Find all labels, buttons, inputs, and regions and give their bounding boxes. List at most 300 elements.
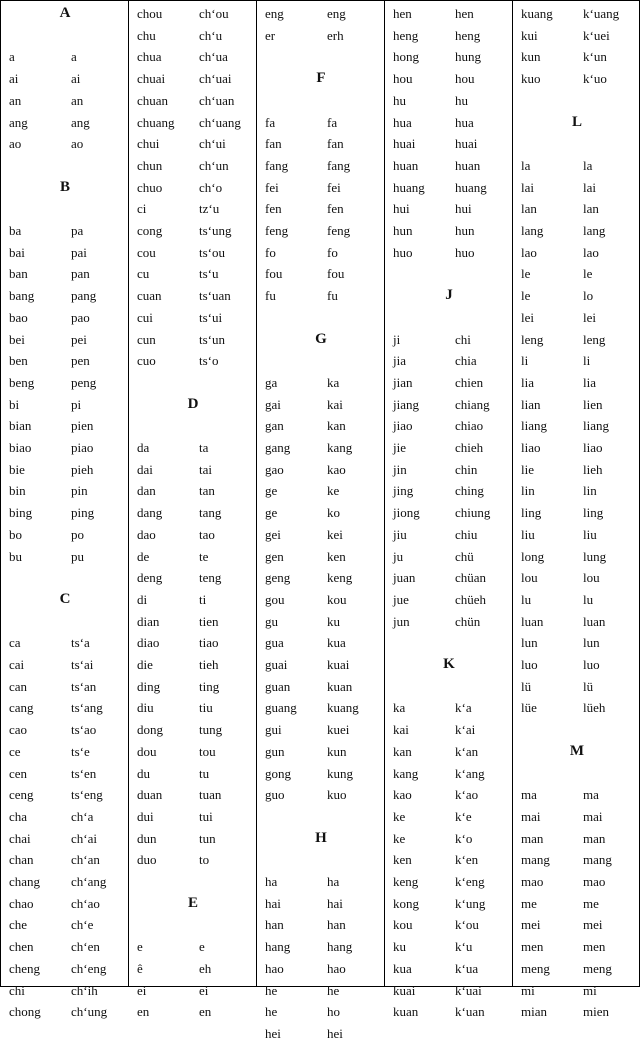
pinyin-cell: luo	[521, 657, 538, 672]
pinyin-cell: er	[265, 27, 276, 43]
wade-giles-cell: ts‘ang	[71, 700, 103, 716]
pinyin-cell: can	[9, 678, 28, 694]
pinyin-cell: mai	[521, 808, 541, 824]
table-row	[129, 1001, 257, 1023]
wade-giles-cell: tu	[199, 765, 210, 781]
wade-giles-cell: tan	[199, 483, 215, 499]
table-row	[1, 697, 129, 719]
table-row	[513, 524, 640, 546]
wade-giles-cell: ch‘ua	[199, 49, 228, 65]
table-row	[129, 763, 257, 785]
table-row	[257, 632, 385, 654]
section-heading: G	[315, 330, 327, 347]
table-row	[129, 155, 257, 177]
table-row	[257, 719, 385, 741]
wade-giles-cell: ch‘ou	[199, 6, 229, 21]
table-row	[257, 1023, 385, 1045]
pinyin-cell: meng	[521, 960, 550, 976]
table-row	[129, 697, 257, 719]
table-row	[129, 828, 257, 850]
table-row	[257, 936, 385, 958]
wade-giles-cell: ei	[199, 982, 209, 998]
pinyin-cell: fo	[265, 244, 276, 260]
pinyin-cell: gan	[265, 418, 284, 434]
wade-giles-cell: man	[583, 830, 606, 846]
wade-giles-cell: lung	[583, 548, 607, 564]
wade-giles-cell: lei	[583, 309, 596, 325]
table-row	[257, 871, 385, 893]
wade-giles-cell: fan	[327, 136, 344, 152]
wade-giles-cell: ching	[455, 483, 484, 499]
pinyin-cell: hei	[265, 1025, 281, 1041]
table-row	[513, 914, 640, 936]
table-row	[385, 1001, 513, 1023]
pinyin-cell: ba	[9, 223, 22, 238]
pinyin-cell: lü	[521, 678, 532, 694]
table-row	[1, 936, 129, 958]
table-row	[129, 589, 257, 611]
wade-giles-cell: ts‘ai	[71, 657, 94, 672]
table-row	[513, 1001, 640, 1023]
pinyin-cell: gao	[265, 461, 284, 477]
table-row	[513, 676, 640, 698]
table-row	[129, 3, 257, 25]
table-row	[1, 112, 129, 134]
table-row	[513, 415, 640, 437]
pinyin-cell: fan	[265, 136, 282, 152]
wade-giles-cell: chi	[455, 331, 471, 347]
pinyin-cell: chun	[137, 157, 163, 173]
wade-giles-cell: chin	[455, 461, 478, 477]
table-row	[1, 676, 129, 698]
table-row	[513, 285, 640, 307]
pinyin-cell: cuo	[137, 353, 156, 369]
pinyin-cell: mei	[521, 917, 541, 933]
pinyin-cell: hai	[265, 895, 281, 911]
wade-giles-cell: chien	[455, 374, 484, 390]
pinyin-cell: chuai	[137, 71, 166, 87]
pinyin-cell: jiu	[393, 526, 407, 542]
wade-giles-cell: tz‘u	[199, 201, 220, 217]
wade-giles-cell: lia	[583, 374, 596, 390]
table-row	[1, 632, 129, 654]
pinyin-cell: lan	[521, 201, 537, 217]
pinyin-cell: ei	[137, 982, 147, 998]
table-row	[385, 350, 513, 372]
pinyin-cell: chang	[9, 874, 41, 889]
table-row	[385, 697, 513, 719]
wade-giles-cell: huang	[455, 179, 487, 195]
table-row	[1, 133, 129, 155]
wade-giles-cell: k‘a	[455, 700, 472, 716]
wade-giles-cell: han	[327, 917, 346, 933]
pinyin-cell: ga	[265, 374, 278, 390]
pinyin-cell: bei	[9, 331, 25, 347]
wade-giles-cell: pai	[71, 244, 87, 260]
pinyin-cell: ce	[9, 743, 21, 759]
table-row	[385, 567, 513, 589]
table-row	[257, 177, 385, 199]
table-row	[385, 155, 513, 177]
wade-giles-cell: hung	[455, 49, 481, 65]
pinyin-cell: kao	[393, 787, 412, 803]
wade-giles-cell: ao	[71, 136, 84, 152]
pinyin-cell: bing	[9, 505, 33, 521]
wade-giles-cell: fang	[327, 157, 351, 173]
wade-giles-cell: le	[583, 266, 593, 282]
wade-giles-cell: k‘uai	[455, 982, 482, 998]
table-row	[1, 285, 129, 307]
table-row	[385, 914, 513, 936]
wade-giles-cell: an	[71, 92, 84, 108]
table-row	[385, 524, 513, 546]
wade-giles-cell: k‘uang	[583, 6, 620, 21]
table-row	[129, 437, 257, 459]
section-heading: H	[315, 829, 327, 846]
wade-giles-cell: chüeh	[455, 591, 487, 607]
pinyin-cell: jiang	[393, 396, 419, 412]
pinyin-cell: hou	[393, 71, 413, 87]
pinyin-cell: cai	[9, 657, 25, 672]
section-heading: A	[59, 5, 71, 21]
pinyin-cell: lu	[521, 591, 532, 607]
table-row	[385, 936, 513, 958]
pinyin-cell: bo	[9, 526, 22, 542]
wade-giles-cell: tiao	[199, 635, 219, 651]
wade-giles-cell: k‘ai	[455, 722, 476, 738]
wade-giles-cell: ts‘ao	[71, 722, 97, 738]
wade-giles-cell: fen	[327, 201, 344, 217]
pinyin-cell: huai	[393, 136, 416, 152]
pinyin-cell: chi	[9, 982, 25, 998]
wade-giles-cell: pan	[71, 266, 90, 282]
pinyin-cell: kong	[393, 895, 419, 911]
pinyin-cell: long	[521, 548, 545, 564]
wade-giles-cell: piao	[71, 440, 94, 455]
table-row	[129, 958, 257, 980]
table-row	[513, 437, 640, 459]
wade-giles-cell: ts‘ui	[199, 309, 223, 325]
table-row	[1, 220, 129, 242]
wade-giles-cell: ku	[327, 613, 340, 629]
wade-giles-cell: ch‘uai	[199, 71, 232, 87]
table-row	[1, 871, 129, 893]
table-row	[385, 546, 513, 568]
pinyin-cell: luan	[521, 613, 544, 629]
pinyin-cell: dou	[137, 743, 157, 759]
table-row	[1, 263, 129, 285]
table-row	[129, 242, 257, 264]
wade-giles-cell: huo	[455, 244, 475, 260]
table-row	[385, 459, 513, 481]
table-row	[1, 307, 129, 329]
wade-giles-cell: ping	[71, 505, 95, 521]
pinyin-cell: bang	[9, 288, 35, 304]
table-row	[513, 198, 640, 220]
wade-giles-cell: k‘uan	[455, 1004, 485, 1020]
wade-giles-cell: k‘e	[455, 808, 472, 824]
pinyin-cell: che	[9, 917, 28, 933]
pinyin-cell: kui	[521, 27, 538, 43]
pinyin-cell: duo	[137, 852, 157, 868]
pinyin-cell: fa	[265, 114, 276, 130]
wade-giles-cell: hao	[327, 960, 346, 976]
wade-giles-cell: lieh	[583, 461, 603, 477]
table-row	[385, 220, 513, 242]
pinyin-cell: ke	[393, 808, 406, 824]
pinyin-cell: men	[521, 939, 544, 955]
wade-giles-cell: fei	[327, 179, 341, 195]
pinyin-cell: he	[265, 982, 278, 998]
table-row	[513, 3, 640, 25]
pinyin-cell: lia	[521, 374, 534, 390]
table-row	[257, 133, 385, 155]
table-row	[513, 632, 640, 654]
table-row	[129, 524, 257, 546]
wade-giles-cell: kan	[327, 418, 346, 434]
pinyin-cell: bin	[9, 483, 26, 499]
pinyin-cell: chu	[137, 27, 156, 43]
table-row	[1, 68, 129, 90]
table-row	[385, 849, 513, 871]
pinyin-cell: li	[521, 353, 529, 369]
wade-giles-cell: lien	[583, 396, 603, 412]
pinyin-cell: jun	[393, 613, 410, 629]
table-row	[1, 763, 129, 785]
pinyin-cell: ao	[9, 136, 22, 152]
pinyin-cell: guo	[265, 787, 285, 803]
table-row	[257, 958, 385, 980]
pinyin-cell: biao	[9, 440, 32, 455]
pinyin-cell: bian	[9, 418, 32, 434]
section-heading: E	[187, 894, 198, 911]
wade-giles-cell: hu	[455, 92, 468, 108]
table-row	[129, 329, 257, 351]
table-row	[513, 871, 640, 893]
table-row	[257, 155, 385, 177]
table-row	[1, 719, 129, 741]
pinyin-cell: ju	[393, 548, 404, 564]
pinyin-cell: duan	[137, 787, 163, 803]
pinyin-cell: jiao	[393, 418, 413, 434]
table-row	[513, 177, 640, 199]
wade-giles-cell: ko	[327, 505, 340, 521]
pinyin-cell: chuan	[137, 92, 169, 108]
wade-giles-cell: k‘eng	[455, 874, 485, 889]
wade-giles-cell: tien	[199, 613, 219, 629]
wade-giles-cell: lo	[583, 288, 594, 304]
table-row	[513, 589, 640, 611]
wade-giles-cell: ho	[327, 1004, 340, 1020]
wade-giles-cell: ta	[199, 440, 209, 455]
table-row	[1, 784, 129, 806]
table-row	[129, 133, 257, 155]
table-row	[257, 220, 385, 242]
pinyin-cell: ge	[265, 483, 278, 499]
wade-giles-cell: ch‘u	[199, 27, 223, 43]
table-row	[257, 654, 385, 676]
section-heading: K	[443, 656, 455, 672]
wade-giles-cell: hang	[327, 939, 353, 955]
pinyin-cell: jia	[393, 353, 406, 369]
wade-giles-cell: kuan	[327, 678, 353, 694]
pinyin-cell: chuang	[137, 114, 175, 130]
pinyin-cell: chua	[137, 49, 162, 65]
table-row	[129, 46, 257, 68]
pinyin-cell: fou	[265, 266, 283, 282]
table-row	[129, 546, 257, 568]
pinyin-cell: chou	[137, 6, 163, 21]
table-row	[385, 46, 513, 68]
wade-giles-cell: ts‘eng	[71, 787, 103, 803]
table-row	[385, 958, 513, 980]
table-row	[129, 806, 257, 828]
pinyin-cell: jiong	[393, 505, 420, 521]
wade-giles-cell: tung	[199, 722, 223, 738]
wade-giles-cell: k‘ao	[455, 787, 479, 803]
wade-giles-cell: te	[199, 548, 209, 564]
pinyin-cell: gui	[265, 722, 282, 738]
table-row	[513, 155, 640, 177]
pinyin-cell: mian	[521, 1004, 547, 1020]
table-row	[257, 25, 385, 47]
table-row	[129, 68, 257, 90]
wade-giles-cell: lai	[583, 179, 596, 195]
wade-giles-cell: k‘uei	[583, 27, 610, 43]
table-row	[1, 980, 129, 1002]
pinyin-cell: me	[521, 895, 537, 911]
pinyin-cell: die	[137, 657, 153, 672]
pinyin-cell: lüe	[521, 700, 537, 716]
pinyin-cell: chao	[9, 895, 34, 911]
wade-giles-cell: lou	[583, 570, 600, 586]
table-row	[385, 871, 513, 893]
table-row	[385, 611, 513, 633]
wade-giles-cell: k‘uo	[583, 71, 607, 87]
wade-giles-cell: men	[583, 939, 606, 955]
pinyin-cell: ji	[393, 331, 401, 347]
wade-giles-cell: chün	[455, 613, 481, 629]
table-row	[129, 285, 257, 307]
wade-giles-cell: meng	[583, 960, 612, 976]
pinyin-cell: en	[137, 1004, 150, 1020]
wade-giles-cell: chüan	[455, 570, 487, 586]
wade-giles-cell: fo	[327, 244, 338, 260]
table-row	[1, 90, 129, 112]
table-row	[513, 784, 640, 806]
pinyin-cell: feng	[265, 223, 289, 238]
table-row	[257, 741, 385, 763]
wade-giles-cell: luo	[583, 657, 600, 672]
table-row	[257, 524, 385, 546]
wade-giles-cell: mien	[583, 1004, 609, 1020]
wade-giles-cell: ch‘an	[71, 852, 100, 868]
pinyin-cell: hang	[265, 939, 291, 955]
pinyin-cell: chai	[9, 830, 31, 846]
table-row	[513, 480, 640, 502]
pinyin-cell: cui	[137, 309, 153, 325]
wade-giles-cell: ch‘a	[71, 808, 94, 824]
wade-giles-cell: ch‘uang	[199, 114, 241, 130]
table-column-2	[129, 1, 257, 1020]
pinyin-cell: kuan	[393, 1004, 419, 1020]
wade-giles-cell: ts‘en	[71, 765, 97, 781]
wade-giles-cell: ha	[327, 874, 340, 889]
pinyin-cell: ke	[393, 830, 406, 846]
table-row	[513, 372, 640, 394]
wade-giles-cell: tao	[199, 526, 215, 542]
table-row	[385, 893, 513, 915]
table-row	[1, 893, 129, 915]
pinyin-cell: hen	[393, 6, 412, 21]
wade-giles-cell: k‘un	[583, 49, 607, 65]
section-heading: F	[316, 70, 326, 87]
pinyin-cell: cao	[9, 722, 28, 738]
pinyin-cell: fu	[265, 288, 276, 304]
pinyin-cell: kan	[393, 743, 412, 759]
pinyin-cell: an	[9, 92, 22, 108]
table-row	[257, 372, 385, 394]
wade-giles-cell: chia	[455, 353, 477, 369]
wade-giles-cell: pin	[71, 483, 88, 499]
wade-giles-cell: liang	[583, 418, 609, 434]
wade-giles-cell: erh	[327, 27, 344, 43]
table-row	[129, 936, 257, 958]
wade-giles-cell: lang	[583, 223, 606, 238]
table-row	[129, 307, 257, 329]
table-row	[129, 263, 257, 285]
pinyin-cell: ang	[9, 114, 28, 130]
wade-giles-cell: ch‘uan	[199, 92, 235, 108]
table-row	[513, 459, 640, 481]
table-row	[1, 480, 129, 502]
table-row	[257, 459, 385, 481]
pinyin-cell: bao	[9, 309, 28, 325]
wade-giles-cell: kuo	[327, 787, 347, 803]
table-row	[129, 480, 257, 502]
pinyin-cell: ken	[393, 852, 412, 868]
wade-giles-cell: k‘u	[455, 939, 473, 955]
table-row	[513, 329, 640, 351]
table-row	[385, 112, 513, 134]
pinyin-cell: ben	[9, 353, 28, 369]
pinyin-cell: le	[521, 266, 531, 282]
table-row	[129, 220, 257, 242]
table-row	[1, 415, 129, 437]
wade-giles-cell: ch‘en	[71, 939, 100, 955]
section-heading: D	[187, 395, 199, 412]
table-row	[129, 502, 257, 524]
pinyin-cell: cang	[9, 700, 34, 716]
pinyin-cell: chen	[9, 939, 34, 955]
wade-giles-cell: me	[583, 895, 599, 911]
table-row	[513, 394, 640, 416]
table-row	[513, 936, 640, 958]
pinyin-cell: dun	[137, 830, 157, 846]
pinyin-cell: chuo	[137, 179, 163, 195]
table-row	[513, 806, 640, 828]
wade-giles-cell: k‘en	[455, 852, 479, 868]
table-row	[257, 415, 385, 437]
pinyin-cell: dao	[137, 526, 156, 542]
table-row	[1, 1001, 129, 1023]
wade-giles-cell: ts‘ou	[199, 244, 225, 260]
table-row	[513, 893, 640, 915]
pinyin-cell: huo	[393, 244, 413, 260]
table-row	[257, 480, 385, 502]
table-row	[1, 849, 129, 871]
table-row	[513, 980, 640, 1002]
